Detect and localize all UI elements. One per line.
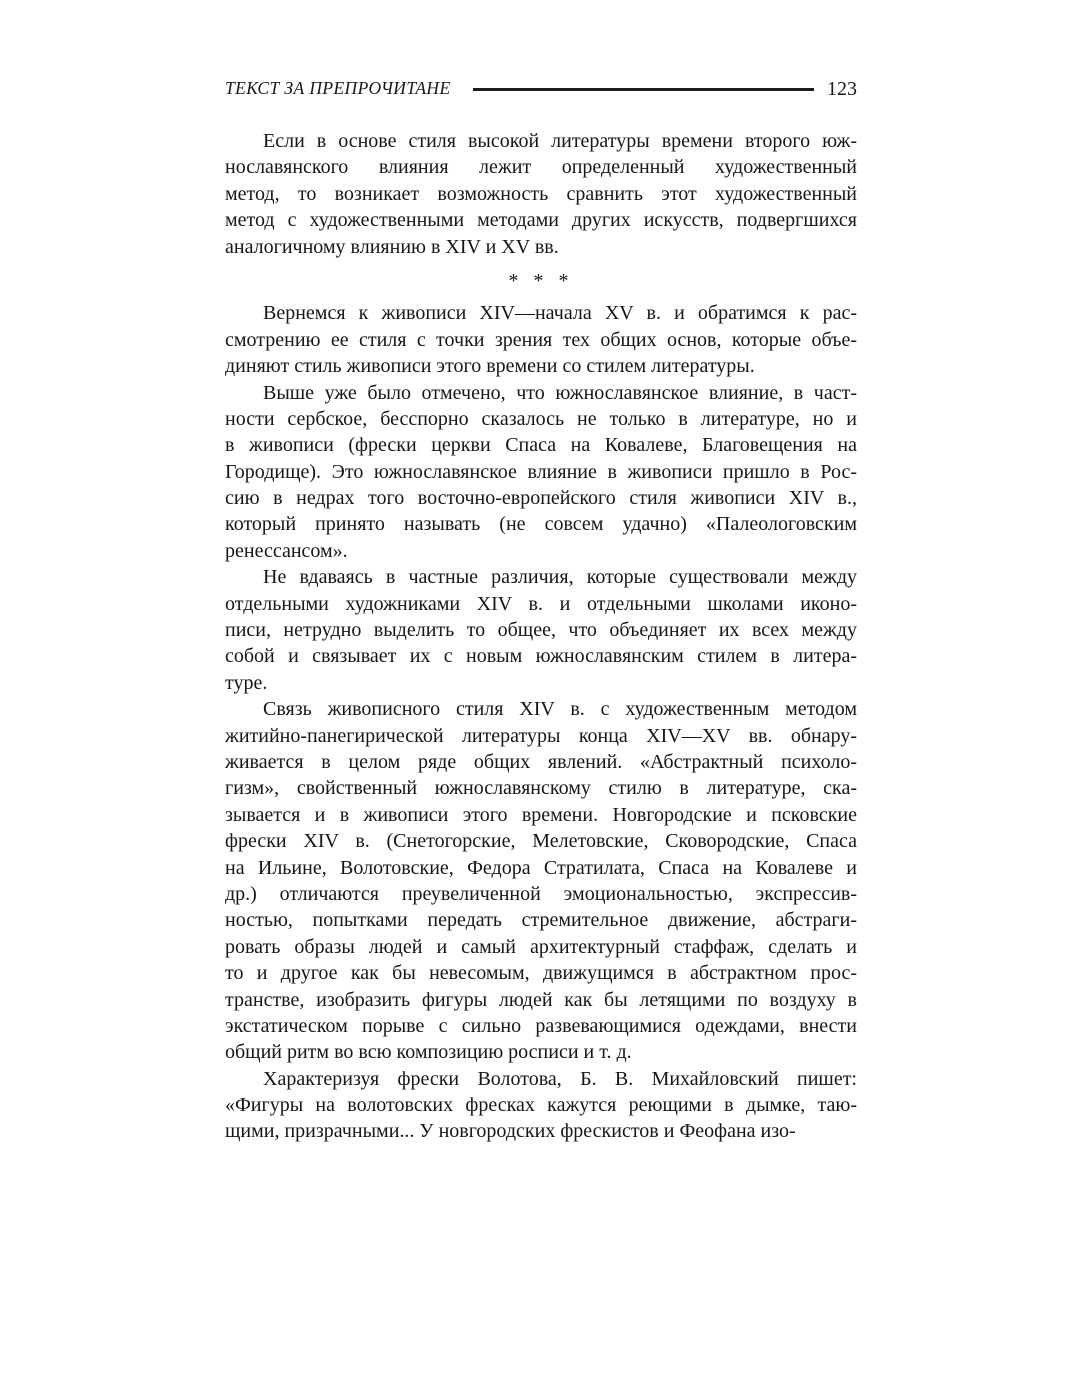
paragraph: [225, 128, 857, 260]
body-text: [225, 128, 857, 1145]
text-line: туре.: [225, 671, 268, 694]
page-number: 123: [827, 77, 857, 100]
text-line: «Фигуры на волотовских фресках кажутся реющими в дымке, таю-: [225, 1094, 857, 1117]
text-line: живается в целом ряде общих явлений. «Абстрактный психоло-: [225, 750, 857, 773]
paragraph: [225, 380, 857, 565]
text-line: писи, нетрудно выделить то общее, что объединяет их всех между: [225, 619, 857, 642]
header-rule: [473, 88, 814, 91]
text-line: ностью, попытками передать стремительное движение, абстраги-: [225, 909, 857, 932]
text-line: транстве, изобразить фигуры людей как бы летящими по воздуху в: [225, 988, 857, 1011]
text-line: Городище). Это южнославянское влияние в живописи пришло в Рос-: [225, 460, 857, 483]
text-line: Выше уже было отмечено, что южнославянское влияние, в част-: [263, 381, 857, 404]
section-separator: * * *: [508, 269, 574, 292]
text-line: то и другое как бы невесомым, движущимся в абстрактном прос-: [225, 962, 857, 985]
text-line: Не вдаваясь в частные различия, которые существовали между: [263, 566, 857, 589]
text-line: щими, призрачными... У новгородских фрескистов и Феофана изо-: [225, 1120, 796, 1143]
text-line: на Ильине, Волотовские, Федора Стратилата, Спаса на Ковалеве и: [225, 856, 857, 879]
paragraph: [225, 300, 857, 379]
text-line: гизм», свойственный южнославянскому стилю в литературе, ска-: [225, 777, 857, 800]
running-header: [225, 76, 857, 102]
text-line: ности сербское, бесспорно сказалось не только в литературе, но и: [225, 407, 857, 430]
paragraph: [225, 696, 857, 1065]
text-line: метод, то возникает возможность сравнить этот художественный: [225, 182, 857, 205]
text-line: Вернемся к живописи XIV—начала XV в. и обратимся к рас-: [263, 302, 857, 325]
text-line: житийно-панегирической литературы конца XIV—XV вв. обнару-: [225, 724, 857, 747]
text-line: Связь живописного стиля XIV в. с художественным методом: [263, 698, 857, 721]
text-line: отдельными художниками XIV в. и отдельными школами иконо-: [225, 592, 857, 615]
text-line: аналогичному влиянию в XIV и XV вв.: [225, 235, 559, 258]
text-line: метод с художественными методами других искусств, подвергшихся: [225, 209, 857, 232]
text-line: ровать образы людей и самый архитектурный стаффаж, сделать и: [225, 935, 857, 958]
text-line: ренессансом».: [225, 539, 348, 562]
text-line: Характеризуя фрески Волотова, Б. В. Михайловский пишет:: [263, 1067, 857, 1090]
paragraph: [225, 564, 857, 696]
text-line: фрески XIV в. (Снетогорские, Мелетовские, Сковородские, Спаса: [225, 830, 857, 853]
text-line: Если в основе стиля высокой литературы времени второго юж-: [263, 130, 857, 152]
text-line: сию в недрах того восточно-европейского стиля живописи XIV в.,: [225, 487, 857, 510]
running-header-title: ТЕКСТ ЗА ПРЕПРОЧИТАНЕ: [225, 77, 451, 98]
text-line: в живописи (фрески церкви Спаса на Ковалеве, Благовещения на: [225, 434, 857, 457]
text-line: общий ритм во всю композицию росписи и т. д.: [225, 1041, 632, 1064]
text-line: др.) отличаются преувеличенной эмоциональностью, экспрессив-: [225, 882, 857, 905]
text-line: собой и связывает их с новым южнославянским стилем в литера-: [225, 645, 857, 668]
text-line: экстатическом порыве с сильно развевающимися одеждами, внести: [225, 1014, 857, 1037]
text-line: зывается и в живописи этого времени. Новгородские и псковские: [225, 803, 857, 826]
text-line: смотрению ее стиля с точки зрения тех общих основ, которые объе-: [225, 328, 857, 351]
paragraph: [225, 1066, 857, 1145]
page-content: [225, 76, 857, 1145]
text-line: диняют стиль живописи этого времени со стилем литературы.: [225, 355, 755, 378]
text-line: который принято называть (не совсем удачно) «Палеологовским: [225, 513, 857, 536]
text-line: нославянского влияния лежит определенный художественный: [225, 156, 857, 179]
